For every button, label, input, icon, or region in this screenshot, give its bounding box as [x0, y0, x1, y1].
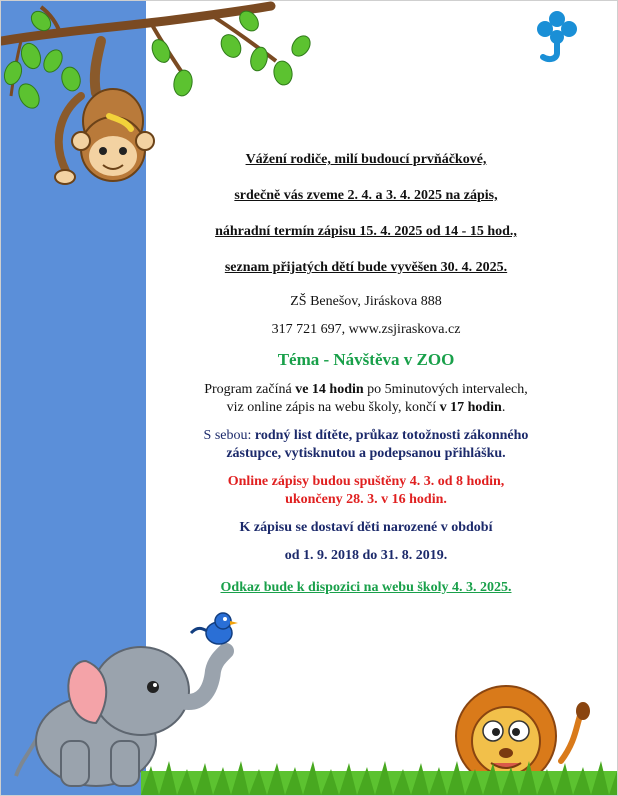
accepted-list-date: seznam přijatých dětí bude vyvěšen 30. 4. 2025. [224, 260, 508, 275]
eligibility-line-2: od 1. 9. 2018 do 31. 8. 2019. [284, 548, 448, 563]
school-address: ZŠ Benešov, Jiráskova 888 [290, 294, 442, 309]
alternate-date: náhradní termín zápisu 15. 4. 2025 od 14 - 15 hod., [215, 224, 517, 239]
bring-line-1: S sebou: rodný list dítěte, průkaz totožnosti zákonného [203, 428, 529, 443]
program-line-2: viz online zápis na webu školy, končí v 17 hodin. [226, 400, 506, 415]
online-line-1: Online zápisy budou spuštěny 4. 3. od 8 hodin, [227, 474, 505, 489]
program-line-1: Program začíná ve 14 hodin po 5minutových intervalech, [204, 382, 528, 397]
eligibility-line-1: K zápisu se dostaví děti narozené v období [239, 520, 493, 535]
monkey-illustration [55, 41, 154, 184]
invite-dates: srdečně vás zveme 2. 4. a 3. 4. 2025 na zápis, [234, 188, 498, 203]
flyer-text [151, 141, 581, 597]
school-logo-icon [531, 9, 583, 63]
theme-title: Téma - Návštěva v ZOO [277, 350, 455, 369]
school-contact: 317 721 697, www.zsjiraskova.cz [271, 322, 461, 337]
greeting: Vážení rodiče, milí budoucí prvňáčkové, [245, 152, 487, 167]
tree-branch-illustration [1, 6, 314, 112]
online-line-2: ukončeny 28. 3. v 16 hodin. [285, 492, 447, 507]
bird-illustration [191, 613, 238, 644]
web-link-notice[interactable]: Odkaz bude k dispozici na webu školy 4. 3. 2025. [220, 580, 512, 595]
bring-line-2: zástupce, vytisknutou a podepsanou přihlášku. [226, 446, 506, 461]
elephant-illustration [16, 647, 226, 786]
